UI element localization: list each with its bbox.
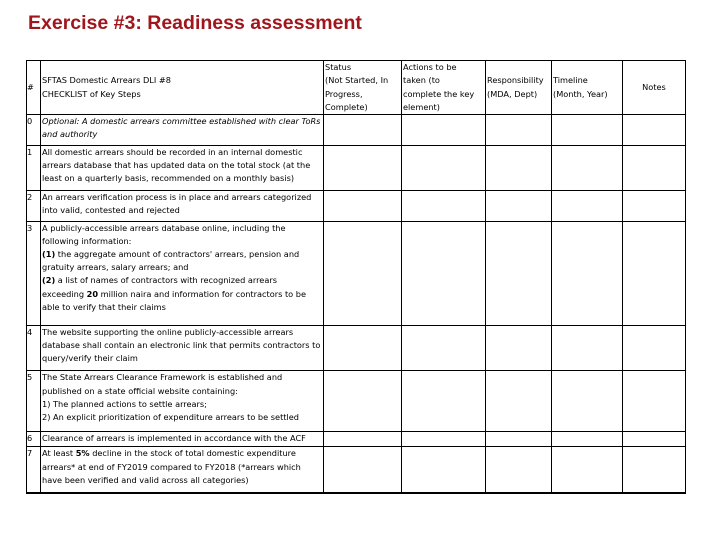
row-number: 4 (27, 326, 41, 371)
row-step-intro: A publicly-accessible arrears database online, including the following information: (42, 222, 286, 246)
header-status-line3: Progress, (325, 88, 363, 99)
row-step-text: All domestic arrears should be recorded in an internal domestic arrears database that has updated data on the total stock (at the least on a quarterly basis, recommended on a monthly basis) (41, 145, 324, 190)
row-step-item-emphasis: 20 (86, 288, 99, 299)
status-cell[interactable] (324, 115, 402, 146)
responsibility-cell[interactable] (486, 221, 552, 325)
timeline-cell[interactable] (552, 371, 623, 431)
row-step-item: 2) An explicit prioritization of expenditure arrears to be settled (42, 412, 300, 423)
actions-cell[interactable] (402, 447, 486, 492)
page-title: Exercise #3: Readiness assessment (28, 12, 362, 34)
timeline-cell[interactable] (552, 447, 623, 492)
timeline-cell[interactable] (552, 431, 623, 447)
timeline-cell[interactable] (552, 191, 623, 222)
status-cell[interactable] (324, 326, 402, 371)
row-step-text: Clearance of arrears is implemented in accordance with the ACF (41, 431, 324, 447)
timeline-cell[interactable] (552, 326, 623, 371)
row-step-item (42, 248, 321, 274)
row-step-text: An arrears verification process is in place and arrears categorized into valid, contested and rejected (41, 191, 324, 222)
row-number-empty (27, 492, 41, 493)
header-timeline (552, 61, 623, 115)
responsibility-cell[interactable] (486, 447, 552, 492)
table-row (27, 447, 686, 492)
row-step-text (41, 371, 324, 431)
actions-cell[interactable] (402, 371, 486, 431)
row-step-intro: The State Arrears Clearance Framework is established and published on a state official website containing: (42, 372, 283, 396)
row-step-item-label: (2) (42, 275, 56, 286)
empty-row (27, 492, 686, 493)
header-actions (402, 61, 486, 115)
responsibility-cell[interactable] (486, 115, 552, 146)
header-checklist-line1: SFTAS Domestic Arrears DLI #8 (42, 75, 171, 86)
header-status-line4: Complete) (325, 101, 368, 112)
actions-cell[interactable] (402, 431, 486, 447)
responsibility-cell[interactable] (486, 145, 552, 190)
notes-cell[interactable] (623, 221, 686, 325)
row-step-item-text: million naira and information for contractors to be able to verify that their claims (42, 288, 307, 312)
header-number: # (27, 61, 41, 115)
header-notes: Notes (623, 61, 686, 115)
status-cell[interactable] (324, 191, 402, 222)
header-actions-line4: element) (403, 101, 440, 112)
actions-cell[interactable] (402, 221, 486, 325)
notes-cell[interactable] (623, 371, 686, 431)
timeline-cell[interactable] (552, 221, 623, 325)
table-row (27, 191, 686, 222)
actions-cell[interactable] (402, 191, 486, 222)
header-actions-line1: Actions to be (403, 62, 457, 73)
notes-cell[interactable] (623, 447, 686, 492)
header-timeline-line1: Timeline (553, 75, 588, 86)
actions-cell[interactable] (402, 492, 486, 493)
notes-cell[interactable] (623, 492, 686, 493)
status-cell[interactable] (324, 221, 402, 325)
row-step-item-text: the aggregate amount of contractors' arrears, pension and gratuity arrears, salary arrears; and (42, 249, 300, 273)
status-cell[interactable] (324, 145, 402, 190)
header-responsibility-line2: (MDA, Dept) (487, 88, 538, 99)
row-step-emphasis: 5% (75, 448, 90, 459)
header-status-line1: Status (325, 62, 352, 73)
status-cell[interactable] (324, 431, 402, 447)
status-cell[interactable] (324, 492, 402, 493)
row-step-text-part: decline in the stock of total domestic expenditure arrears* at end of FY2019 compared to FY2018 (*arrears which have been verified and valid across all categories) (42, 448, 301, 485)
notes-cell[interactable] (623, 326, 686, 371)
row-step-item: 1) The planned actions to settle arrears; (42, 398, 207, 409)
notes-cell[interactable] (623, 115, 686, 146)
row-number: 3 (27, 221, 41, 325)
row-step-text: Optional: A domestic arrears committee established with clear ToRs and authority (41, 115, 324, 146)
header-status-line2: (Not Started, In (325, 75, 389, 86)
row-step-item-label: (1) (42, 249, 56, 260)
row-number: 7 (27, 447, 41, 492)
row-step-empty[interactable] (41, 492, 324, 493)
row-step-item-text: a list of names of contractors with recognized arrears exceeding (42, 275, 277, 299)
row-step-text (41, 221, 324, 325)
header-row (27, 61, 686, 115)
timeline-cell[interactable] (552, 115, 623, 146)
row-step-item (42, 274, 321, 314)
row-number: 5 (27, 371, 41, 431)
header-actions-line3: complete the key (403, 88, 475, 99)
responsibility-cell[interactable] (486, 492, 552, 493)
status-cell[interactable] (324, 371, 402, 431)
header-responsibility (486, 61, 552, 115)
row-number: 1 (27, 145, 41, 190)
timeline-cell[interactable] (552, 492, 623, 493)
responsibility-cell[interactable] (486, 431, 552, 447)
table-row (27, 431, 686, 447)
row-number: 6 (27, 431, 41, 447)
row-number: 0 (27, 115, 41, 146)
header-status (324, 61, 402, 115)
responsibility-cell[interactable] (486, 371, 552, 431)
responsibility-cell[interactable] (486, 326, 552, 371)
table-row (27, 115, 686, 146)
notes-cell[interactable] (623, 431, 686, 447)
header-checklist (41, 61, 324, 115)
header-checklist-line2: CHECKLIST of Key Steps (42, 88, 141, 99)
table-row (27, 221, 686, 325)
notes-cell[interactable] (623, 191, 686, 222)
table-row (27, 145, 686, 190)
row-step-text (41, 447, 324, 492)
responsibility-cell[interactable] (486, 191, 552, 222)
header-responsibility-line1: Responsibility (487, 75, 544, 86)
notes-cell[interactable] (623, 145, 686, 190)
table-row (27, 371, 686, 431)
readiness-checklist-table (26, 60, 686, 494)
table-row (27, 326, 686, 371)
timeline-cell[interactable] (552, 145, 623, 190)
actions-cell[interactable] (402, 326, 486, 371)
row-step-text-part: At least (42, 448, 76, 459)
row-number: 2 (27, 191, 41, 222)
actions-cell[interactable] (402, 145, 486, 190)
header-timeline-line2: (Month, Year) (553, 88, 608, 99)
header-actions-line2: taken (to (403, 75, 440, 86)
actions-cell[interactable] (402, 115, 486, 146)
status-cell[interactable] (324, 447, 402, 492)
row-step-text: The website supporting the online publicly-accessible arrears database shall contain an electronic link that permits contractors to query/verify their claim (41, 326, 324, 371)
